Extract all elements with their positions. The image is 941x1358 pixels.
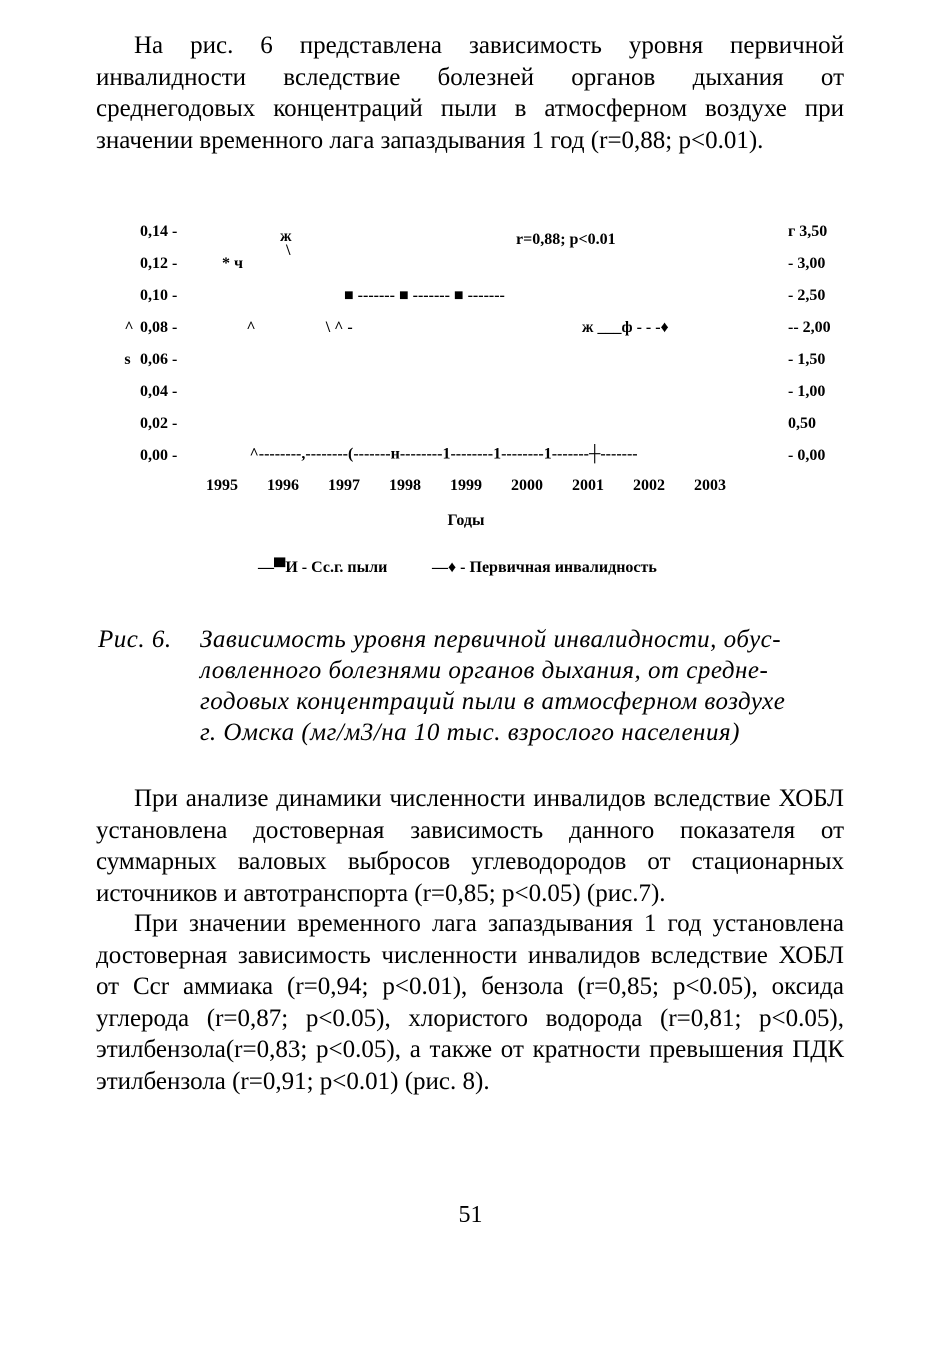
caption-line: ловленного болезнями органов дыхания, от средне- <box>200 657 769 684</box>
x-axis-tick-label: 1996 <box>267 477 299 494</box>
left-axis-tick-label: 0,08 - <box>140 319 178 336</box>
caption-line: годовых концентраций пыли в атмосферном воздухе <box>200 688 786 715</box>
left-axis-tick-label: 0,02 - <box>140 415 178 432</box>
chart-mark: ж ___ф - - -♦ <box>581 319 669 336</box>
right-axis-tick-label: - 2,50 <box>788 287 826 304</box>
correlation-annotation: r=0,88; p<0.01 <box>516 231 616 248</box>
chart-mark: \ ^ - <box>325 319 353 336</box>
chart-mark: ж <box>279 227 292 245</box>
x-axis-tick-label: 1995 <box>206 477 238 494</box>
left-axis-tick-label: 0,14 - <box>140 223 178 240</box>
chart-mark: ^--------,--------(-------н--------1--------1--------1-------┼------- <box>249 445 638 463</box>
legend-entry-dust: —▀И - Сс.г. пыли <box>258 559 388 576</box>
x-axis-tick-label: 2003 <box>694 477 726 494</box>
chart-mark: ^ <box>246 319 256 336</box>
chart-mark: ■ ------- ■ ------- ■ ------- <box>344 287 505 304</box>
paragraph-3: При значении временного лага запаздывания 1 год установлена достоверная зависимость численности инвалидов вследствие ХОБЛ от Сcr аммиака (r=0,94; p<0.01), бензола (r=0,85; p<0.05), оксида углерода (r=0,87; p<0.05), хлористого водорода (r=0,81; p<0.05), этилбензола(r=0,83; p<0.05), а также от кратности превышения ПДК этилбензола (r=0,91; p<0.01) (рис. 8). <box>96 910 844 1095</box>
right-axis-tick-label: г 3,50 <box>788 223 828 240</box>
x-axis-title: Годы <box>447 512 485 529</box>
legend-entry-disability: —♦ - Первичная инвалидность <box>432 559 657 576</box>
right-axis-tick-label: -- 2,00 <box>788 319 831 336</box>
left-axis-tick-label: 0,06 - <box>140 351 178 368</box>
figure-6-chart <box>96 210 856 590</box>
chart-mark: * ч <box>222 255 244 272</box>
left-axis-tick-label: 0,04 - <box>140 383 178 400</box>
chart-mark: ^ <box>124 319 134 336</box>
paragraph-2: При анализе динамики численности инвалидов вследствие ХОБЛ установлена достоверная зависимость данного показателя от суммарных валовых выбросов углеводородов от стационарных источников и автотранспорта (r=0,85; p<0.05) (рис.7). <box>96 785 844 907</box>
x-axis-tick-label: 1997 <box>328 477 360 494</box>
page-number: 51 <box>458 1202 483 1228</box>
chart-svg <box>96 210 856 590</box>
chart-mark: s <box>124 351 131 368</box>
left-axis-tick-label: 0,10 - <box>140 287 178 304</box>
right-axis-tick-label: 0,50 <box>788 415 816 432</box>
caption-line: г. Омска (мг/м3/на 10 тыс. взрослого населения) <box>200 719 740 746</box>
x-axis-tick-label: 1999 <box>450 477 482 494</box>
x-axis-tick-label: 2000 <box>511 477 543 494</box>
right-axis-tick-label: - 1,00 <box>788 383 826 400</box>
left-axis-tick-label: 0,12 - <box>140 255 178 272</box>
x-axis-tick-label: 2001 <box>572 477 604 494</box>
paragraph-1: На рис. 6 представлена зависимость уровня первичной инвалидности вследствие болезней органов дыхания от среднегодовых концентраций пыли в атмосферном воздухе при значении временного лага запаздывания 1 год (r=0,88; p<0.01). <box>96 32 844 154</box>
right-axis-tick-label: - 0,00 <box>788 447 826 464</box>
caption-text <box>200 624 846 748</box>
right-axis-tick-label: - 1,50 <box>788 351 826 368</box>
x-axis-tick-label: 1998 <box>389 477 421 494</box>
chart-mark: \ <box>286 242 291 260</box>
right-axis-tick-label: - 3,00 <box>788 255 826 272</box>
caption-label: Рис. 6. <box>98 626 172 653</box>
caption-line: Зависимость уровня первичной инвалидности, обус- <box>200 626 782 653</box>
x-axis-tick-label: 2002 <box>633 477 665 494</box>
left-axis-tick-label: 0,00 - <box>140 447 178 464</box>
